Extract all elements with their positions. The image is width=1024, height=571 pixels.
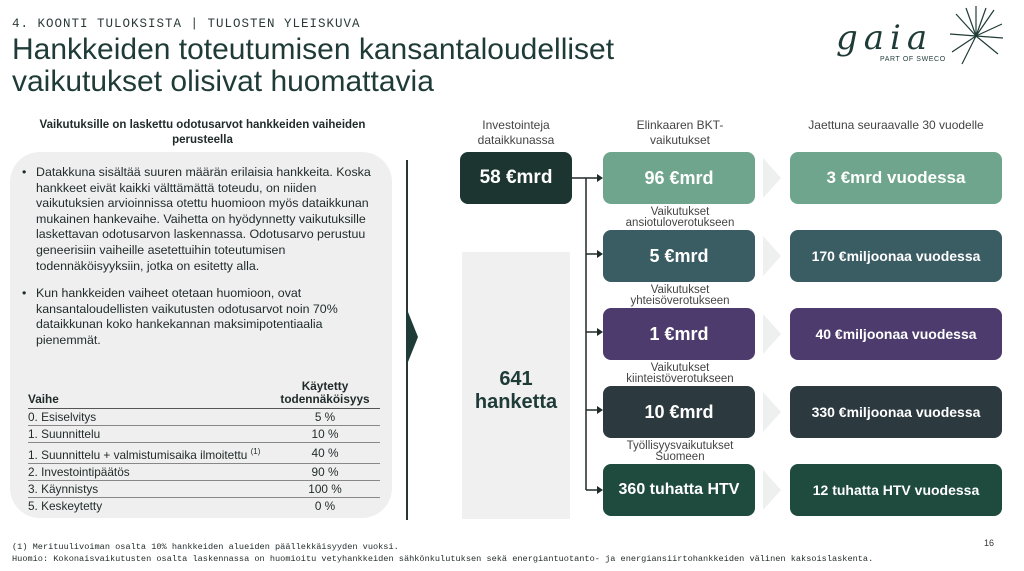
phase-cell: 2. Investointipäätös bbox=[28, 463, 270, 480]
chevron-right-icon bbox=[763, 236, 781, 276]
prob-cell: 5 % bbox=[270, 409, 380, 426]
footnote-1: (1) Merituulivoiman osalta 10% hankkeiden alueiden päällekkäisyyden vuoksi. bbox=[12, 542, 399, 552]
sunburst-icon bbox=[948, 4, 1004, 68]
table-row bbox=[28, 409, 380, 426]
page-number: 16 bbox=[983, 538, 994, 548]
section-label: 4. KOONTI TULOKSISTA | TULOSTEN YLEISKUVA bbox=[12, 17, 361, 31]
annual-value-box: 12 tuhatta HTV vuodessa bbox=[790, 464, 1002, 516]
footnotes bbox=[12, 541, 873, 565]
chevron-right-icon bbox=[763, 470, 781, 510]
probability-table bbox=[28, 380, 380, 514]
phase-cell: 1. Suunnittelu bbox=[28, 426, 270, 443]
col-header-invest: Investointeja dataikkunassa bbox=[477, 118, 555, 147]
col-header-bkt: Elinkaaren BKT-vaikutukset bbox=[636, 118, 724, 147]
projects-count: 641 hanketta bbox=[474, 368, 558, 413]
prob-cell: 40 % bbox=[270, 443, 380, 464]
page-title: Hankkeiden toteutumisen kansantaloudelliset vaikutukset olisivat huomattavia bbox=[12, 33, 615, 98]
chevron-right-icon bbox=[763, 314, 781, 354]
annual-value-box: 330 €miljoonaa vuodessa bbox=[790, 386, 1002, 438]
bullet-item: • Datakkuna sisältää suuren määrän erilaisia hankkeita. Koska hankkeet eivät kaikki välttämättä toteudu, on niiden vaikutuksien arvioinnissa otettu huomioon myös dataikkunan mukainen hankevaihe. Vaihetta on hyödynnetty vaikutuksille laskettavan odotusarvon laskennassa. Odotusarvo perustuu geneerisiin vaiheille asetettuihin toteutumisen todennäköisyyksiin, jotka on esitetty alla. bbox=[22, 165, 377, 274]
employment-box: 360 tuhatta HTV bbox=[603, 464, 755, 516]
table-row bbox=[28, 480, 380, 497]
col-prob-header: Käytetty todennäköisyys bbox=[270, 380, 380, 409]
row-label: Vaikutukset ansiotuloverotukseen bbox=[625, 206, 735, 229]
bullet-item: • Kun hankkeiden vaiheet otetaan huomioon, ovat kansantaloudellisten vaikutusten odotusarvot noin 70% dataikkunan koko hankekannan maksimipotentiaalia pienemmät. bbox=[22, 286, 377, 348]
chevron-right-icon bbox=[763, 158, 781, 198]
footnote-2: Huomio: Kokonaisvaikutusten osalta laskennassa on huomioitu vetyhankkeiden sähkönkulutuksen sekä energiantuotanto- ja energiansiirtohankkeiden välinen kaksoislaskenta. bbox=[12, 554, 874, 564]
col-phase-header: Vaihe bbox=[28, 380, 270, 409]
table-header-row bbox=[28, 380, 380, 409]
prob-cell: 100 % bbox=[270, 480, 380, 497]
footnote-ref: (1) bbox=[250, 447, 261, 456]
divider-arrow-icon bbox=[406, 307, 418, 367]
col-header-spread: Jaettuna seuraavalle 30 vuodelle bbox=[808, 118, 984, 132]
prob-cell: 0 % bbox=[314, 498, 336, 513]
annual-value-box: 40 €miljoonaa vuodessa bbox=[790, 308, 1002, 360]
prob-cell: 10 % bbox=[270, 426, 380, 443]
annual-value-box: 3 €mrd vuodessa bbox=[790, 152, 1002, 204]
property-tax-box: 10 €mrd bbox=[603, 386, 755, 438]
phase-cell: 3. Käynnistys bbox=[28, 480, 270, 497]
invest-value-box: 58 €mrd bbox=[460, 152, 572, 204]
left-heading: Vaikutuksille on laskettu odotusarvot hankkeiden vaiheiden perusteella bbox=[39, 119, 366, 146]
row-label: Vaikutukset kiinteistöverotukseen bbox=[626, 362, 734, 385]
row-label: Työllisyysvaikutukset Suomeen bbox=[626, 440, 734, 463]
chevron-right-icon bbox=[763, 392, 781, 432]
bkt-value-box: 96 €mrd bbox=[603, 152, 755, 204]
phase-text: 1. Suunnittelu + valmistumisaika ilmoitettu bbox=[28, 447, 248, 462]
logo-word: gaia bbox=[836, 18, 934, 58]
bullet-list bbox=[22, 165, 377, 361]
phase-cell bbox=[28, 443, 270, 464]
annual-value-box: 170 €miljoonaa vuodessa bbox=[790, 230, 1002, 282]
tax-income-box: 5 €mrd bbox=[603, 230, 755, 282]
table-row bbox=[28, 463, 380, 480]
table-row bbox=[28, 497, 380, 514]
phase-cell: 5. Keskeytetty bbox=[28, 498, 103, 513]
row-label: Vaikutukset yhteisöverotukseen bbox=[630, 284, 730, 307]
phase-cell: 0. Esiselvitys bbox=[28, 409, 270, 426]
gaia-logo bbox=[820, 4, 1010, 70]
logo-subtitle: PART OF SWECO bbox=[880, 56, 946, 63]
prob-cell: 90 % bbox=[270, 463, 380, 480]
table-row bbox=[28, 443, 380, 464]
corporate-tax-box: 1 €mrd bbox=[603, 308, 755, 360]
table-row bbox=[28, 426, 380, 443]
